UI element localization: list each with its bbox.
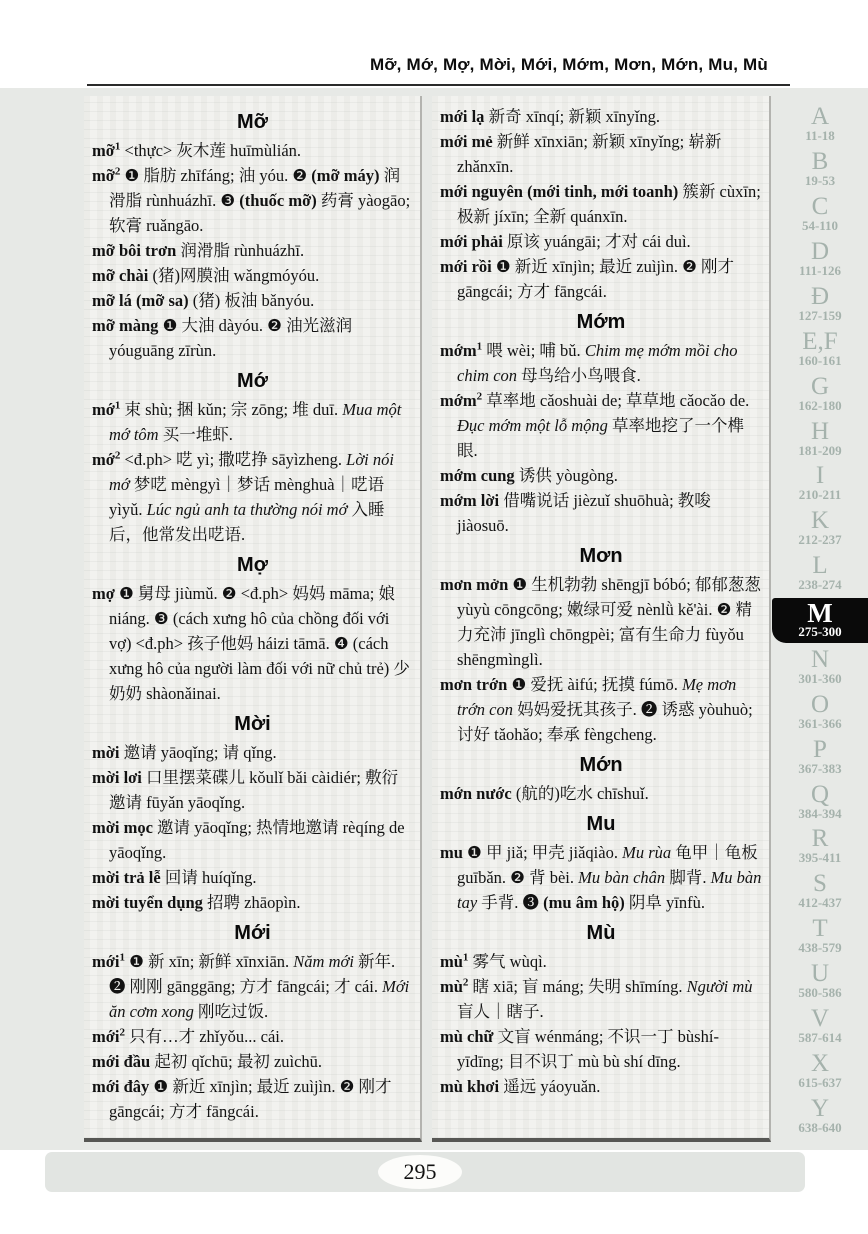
- section-heading: Mợ: [237, 554, 268, 576]
- alphabet-tab-r: [772, 824, 868, 869]
- alphabet-tab-page-range: 127-159: [798, 307, 842, 323]
- alphabet-tab-letter: T: [812, 915, 828, 943]
- page-number-oval: [378, 1155, 462, 1189]
- left-column: [84, 96, 422, 1142]
- alphabet-tab-l: [772, 551, 868, 596]
- dictionary-entry: mớm lời 借嘴说话 jièzuǐ shuōhuà; 教唆 jiàosuō.: [440, 491, 711, 535]
- alphabet-tab-page-range: 54-110: [801, 218, 839, 234]
- alphabet-tab-page-range: 11-18: [805, 128, 835, 144]
- dictionary-entry: mỡ$^1$ <thực> 灰木莲 huīmùlián.: [92, 140, 302, 160]
- alphabet-tab-letter: M: [807, 598, 833, 629]
- section-heading: Mời: [234, 713, 271, 735]
- dictionary-entry: mới đây ❶ 新近 xīnjìn; 最近 zuìjìn. ❷ 刚才 gāngcái; 方才 fāngcái.: [92, 1077, 392, 1121]
- dictionary-entry: mớm$^2$ 草率地 cǎoshuài de; 草草地 cǎocǎo de. Đục mớm một lỗ mộng 草率地挖了一个榫眼.: [440, 390, 750, 460]
- alphabet-tab-c: [772, 192, 868, 237]
- alphabet-tab-letter: H: [810, 417, 830, 445]
- alphabet-tab-k: [772, 506, 868, 551]
- section-heading: Mỡ: [237, 111, 268, 133]
- alphabet-tab-page-range: 367-383: [798, 760, 842, 776]
- alphabet-tab-page-range: 210-211: [798, 487, 842, 503]
- dictionary-entry: mỡ màng ❶ 大油 dàyóu. ❷ 油光滋润 yóuguāng zīrùn.: [92, 316, 353, 360]
- alphabet-tab-letter: K: [810, 507, 830, 535]
- alphabet-thumb-index: [772, 102, 868, 1138]
- alphabet-tab-letter: O: [810, 690, 830, 718]
- alphabet-tab-letter: E,F: [802, 327, 838, 355]
- dictionary-entry: mời lơi 口里摆菜碟儿 kǒulǐ bǎi càidiér; 敷衍邀请 fūyǎn yāoqǐng.: [92, 768, 399, 812]
- alphabet-tab-đ: [772, 282, 868, 327]
- alphabet-tab-t: [772, 914, 868, 959]
- section-heading: Mù: [586, 922, 616, 944]
- dictionary-entry: mớm cung 诱供 yòugòng.: [440, 466, 618, 485]
- alphabet-tab-n: [772, 645, 868, 690]
- dictionary-entry: mơn trớn ❶ 爱抚 àifú; 抚摸 fúmō. Mẹ mơn trớn con 妈妈爱抚其孩子. ❷ 诱惑 yòuhuò; 讨好 tǎohǎo; 奉承 fèngcheng.: [440, 675, 753, 744]
- section-heading: Mới: [234, 922, 271, 944]
- alphabet-tab-letter: Q: [810, 780, 830, 808]
- alphabet-tab-letter: N: [810, 645, 830, 673]
- alphabet-tab-letter: Đ: [810, 282, 830, 310]
- alphabet-tab-page-range: 438-579: [798, 940, 842, 956]
- dictionary-entry: $mù^2$ 瞎 xiā; 盲 máng; 失明 shīmíng. Người mù 盲人｜瞎子.: [440, 976, 753, 1021]
- alphabet-tab-h: [772, 416, 868, 461]
- alphabet-tab-letter: R: [811, 825, 829, 853]
- alphabet-tab-page-range: 412-437: [798, 895, 842, 911]
- alphabet-tab-d: [772, 237, 868, 282]
- dictionary-entry: mớ$^1$ 束 shù; 捆 kǔn; 宗 zōng; 堆 duī. Mua một mớ tôm 买一堆虾.: [92, 399, 402, 444]
- dictionary-entry: mời trả lễ 回请 huíqǐng.: [92, 868, 257, 887]
- alphabet-tab-letter: I: [815, 462, 825, 490]
- dictionary-entry: mớn nước (航的)吃水 chīshuǐ.: [440, 784, 649, 803]
- dictionary-entry: mời 邀请 yāoqǐng; 请 qǐng.: [92, 743, 277, 762]
- alphabet-tab-letter: P: [813, 735, 827, 763]
- alphabet-tab-page-range: 238-274: [798, 577, 842, 593]
- alphabet-tab-letter: A: [810, 103, 830, 131]
- alphabet-tab-letter: S: [813, 870, 827, 898]
- dictionary-entry: mời tuyển dụng 招聘 zhāopìn.: [92, 893, 301, 912]
- alphabet-tab-page-range: 212-237: [798, 532, 842, 548]
- right-column: [432, 96, 771, 1142]
- alphabet-tab-letter: V: [810, 1004, 830, 1032]
- alphabet-tab-v: [772, 1004, 868, 1049]
- dictionary-entry: mơn mởn ❶ 生机勃勃 shēngjī bóbó; 郁郁葱葱 yùyù cōngcōng; 嫩绿可爱 nènlǜ kě'ài. ❷ 精力充沛 jīnglì chōngpèi; 富有生命力 fùyǒu shēngmìnglì.: [440, 575, 761, 669]
- running-head: Mỡ, Mớ, Mợ, Mời, Mới, Mớm, Mơn, Mớn, Mu, Mù: [369, 55, 768, 74]
- alphabet-tab-letter: U: [810, 960, 830, 988]
- alphabet-tab-i: [772, 461, 868, 506]
- dictionary-entry: mới đầu 起初 qǐchū; 最初 zuìchū.: [92, 1052, 323, 1071]
- alphabet-tab-x: [772, 1048, 868, 1093]
- dictionary-entry: mới$^2$ 只有…才 zhǐyǒu... cái.: [92, 1026, 284, 1046]
- section-heading: Mớn: [579, 754, 623, 776]
- alphabet-tab-page-range: 19-53: [804, 173, 836, 189]
- dictionary-entry: mợ ❶ 舅母 jiùmǔ. ❷ <đ.ph> 妈妈 māma; 娘 niáng. ❸ (cách xưng hô của chồng đối với vợ) <đ.ph> 孩子他妈 háizi tāmā. ❹ (cách xưng hô của người làm đối với nữ chủ trẻ) 少奶奶 shàonǎinai.: [92, 584, 410, 703]
- dictionary-entry: mới nguyên (mới tinh, mới toanh) 簇新 cùxīn; 极新 jíxīn; 全新 quánxīn.: [440, 182, 761, 226]
- section-heading: Mơn: [579, 545, 623, 567]
- alphabet-tab-ef: [772, 326, 868, 371]
- alphabet-tab-letter: G: [810, 372, 830, 400]
- alphabet-tab-page-range: 615-637: [798, 1074, 842, 1090]
- dictionary-entry: mỡ lá (mỡ sa) (猪) 板油 bǎnyóu.: [92, 291, 315, 310]
- dictionary-entry: mỡ$^2$ ❶ 脂肪 zhīfáng; 油 yóu. ❷ (mỡ máy) 润滑脂 rùnhuázhī. ❸ (thuốc mỡ) 药膏 yàogāo; 软膏 ruǎngāo.: [92, 165, 411, 235]
- dictionary-entry: mu ❶ 甲 jiǎ; 甲壳 jiǎqiào. Mu rùa 龟甲｜龟板 guībǎn. ❷ 背 bèi. Mu bàn chân 脚背. Mu bàn tay 手背. ❸ (mu âm hộ) 阴阜 yīnfù.: [440, 843, 762, 912]
- dictionary-entry: mới$^1$ ❶ 新 xīn; 新鲜 xīnxiān. Năm mới 新年. ❷ 刚刚 gānggāng; 方才 fāngcái; 才 cái. Mới ăn cơm xong 刚吃过饭.: [92, 951, 410, 1021]
- alphabet-tab-a: [772, 102, 868, 147]
- alphabet-tab-q: [772, 779, 868, 824]
- alphabet-tab-g: [772, 371, 868, 416]
- alphabet-tab-u: [772, 959, 868, 1004]
- dictionary-entry: mỡ bôi trơn 润滑脂 rùnhuázhī.: [92, 241, 305, 260]
- alphabet-tab-m: [772, 598, 868, 643]
- dictionary-entry: mớm$^1$ 喂 wèi; 哺 bǔ. Chim mẹ mớm mồi cho chim con 母鸟给小鸟喂食.: [440, 340, 738, 385]
- alphabet-tab-p: [772, 734, 868, 779]
- alphabet-tab-page-range: 395-411: [798, 850, 842, 866]
- dictionary-entry: mỡ chài (猪)网膜油 wǎngmóyóu.: [92, 266, 320, 285]
- alphabet-tab-page-range: 181-209: [798, 442, 842, 458]
- alphabet-tab-letter: X: [810, 1049, 830, 1077]
- alphabet-tab-page-range: 111-126: [799, 263, 841, 279]
- alphabet-tab-page-range: 160-161: [798, 352, 842, 368]
- alphabet-tab-page-range: 361-366: [798, 715, 842, 731]
- alphabet-tab-page-range: 275-300: [798, 624, 842, 640]
- alphabet-tab-letter: C: [811, 193, 829, 221]
- dictionary-entry: mù chữ 文盲 wénmáng; 不识一丁 bùshí-yīdīng; 目不识丁 mù bù shí dīng.: [440, 1027, 719, 1071]
- dictionary-entry: mới rồi ❶ 新近 xīnjìn; 最近 zuìjìn. ❷ 刚才 gāngcái; 方才 fāngcái.: [440, 257, 734, 301]
- alphabet-tab-s: [772, 869, 868, 914]
- section-heading: Mu: [586, 813, 616, 835]
- page-number: 295: [403, 1159, 437, 1184]
- alphabet-tab-b: [772, 147, 868, 192]
- dictionary-entry: $mù^1$ 雾气 wùqì.: [440, 951, 547, 971]
- dictionary-entry: mù khơi 遥远 yáoyuǎn.: [440, 1077, 601, 1096]
- alphabet-tab-page-range: 384-394: [798, 805, 842, 821]
- header-divider: [87, 84, 790, 86]
- alphabet-tab-page-range: 638-640: [798, 1119, 842, 1135]
- alphabet-tab-page-range: 162-180: [798, 397, 842, 413]
- dictionary-entry: mới lạ 新奇 xīnqí; 新颖 xīnyǐng.: [440, 107, 660, 126]
- alphabet-tab-y: [772, 1093, 868, 1138]
- alphabet-tab-letter: Y: [810, 1094, 830, 1122]
- section-heading: Mớm: [576, 311, 626, 333]
- alphabet-tab-o: [772, 689, 868, 734]
- alphabet-tab-page-range: 587-614: [798, 1029, 842, 1045]
- dictionary-entry: mới phải 原该 yuángāi; 才对 cái duì.: [440, 232, 691, 251]
- dictionary-entry: mời mọc 邀请 yāoqǐng; 热情地邀请 rèqíng de yāoqǐng.: [92, 818, 405, 862]
- alphabet-tab-letter: L: [812, 552, 828, 580]
- alphabet-tab-letter: B: [811, 148, 829, 176]
- alphabet-tab-page-range: 580-586: [798, 985, 842, 1001]
- section-heading: Mớ: [237, 370, 268, 392]
- alphabet-tab-letter: D: [810, 238, 830, 266]
- alphabet-tab-page-range: 301-360: [798, 670, 842, 686]
- footer-bar: [45, 1152, 805, 1192]
- dictionary-entry: mớ$^2$ <đ.ph> 呓 yì; 撒呓挣 sāyìzheng. Lời nói mớ 梦呓 mèngyì｜梦话 mènghuà｜呓语 yìyǔ. Lúc ngủ anh ta thường nói mớ 入睡后，他常发出呓语.: [92, 449, 394, 544]
- dictionary-entry: mới mẻ 新鲜 xīnxiān; 新颖 xīnyǐng; 崭新 zhǎnxīn.: [440, 132, 722, 176]
